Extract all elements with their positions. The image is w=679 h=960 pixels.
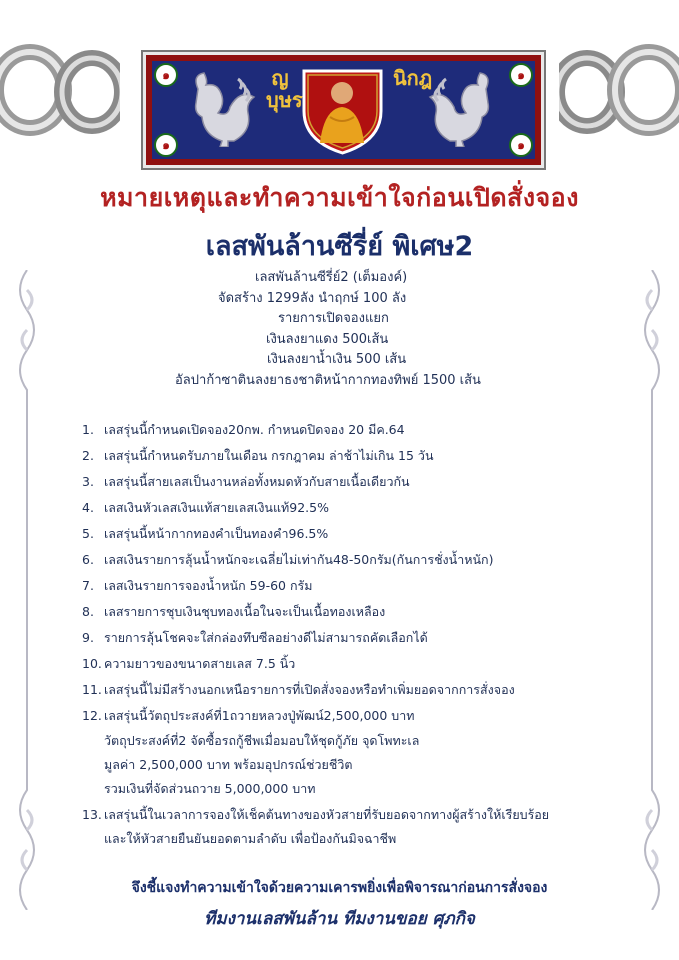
list-item-continuation bbox=[104, 829, 396, 849]
item-text: เลสเงินรายการลุ้นน้ำหนักจะเฉลี่ยไม่เท่ากัน48-50กรัม(กันการชั่งน้ำหนัก) bbox=[104, 552, 494, 567]
list-item bbox=[82, 805, 549, 825]
list-item bbox=[82, 446, 434, 466]
amulet-plate bbox=[143, 52, 544, 168]
list-item bbox=[82, 602, 385, 622]
item-text: รวมเงินที่จัดส่วนถวาย 5,000,000 บาท bbox=[104, 781, 316, 796]
intro-line: อัลปาก้าซาตินลงยาธงชาติหน้ากากทองทิพย์ 1500 เส้น bbox=[175, 372, 481, 388]
ornament-left-decoration bbox=[12, 270, 42, 910]
list-item-continuation bbox=[104, 731, 419, 751]
item-number: 6. bbox=[82, 552, 94, 567]
list-item-continuation bbox=[104, 755, 352, 775]
item-number: 3. bbox=[82, 474, 94, 489]
signature-line: ทีมงานเลสพันล้าน ทีมงานขอย ศุภกิจ bbox=[204, 909, 475, 929]
header-banner bbox=[0, 0, 679, 175]
notice-heading: หมายเหตุและทำความเข้าใจก่อนเปิดสั่งจอง bbox=[100, 183, 579, 212]
item-text: เลสเงินรายการจองน้ำหนัก 59-60 กรัม bbox=[104, 578, 313, 593]
corner-medallion-bottom-left: ๑ bbox=[154, 133, 178, 157]
item-text: และให้หัวสายยืนยันยอดตามลำดับ เพื่อป้องกันมิจฉาชีพ bbox=[104, 831, 397, 846]
series-title: เลสพันล้านซีรี่ย์ พิเศษ2 bbox=[205, 231, 474, 262]
item-text: ความยาวของขนาดสายเลส 7.5 นิ้ว bbox=[104, 656, 296, 671]
item-text: เลสรุ่นนี้วัตถุประสงค์ที่1ถวายหลวงปู่พัฒน์2,500,000 บาท bbox=[104, 708, 415, 723]
list-item bbox=[82, 628, 428, 648]
item-text: เลสรุ่นนี้ในเวลาการจองให้เช็คต้นทางของหัวสายที่รับยอดจากทางผู้สร้างให้เรียบร้อย bbox=[104, 807, 550, 822]
item-number: 9. bbox=[82, 630, 94, 645]
chain-link-right-image bbox=[559, 40, 679, 140]
item-number: 13. bbox=[82, 807, 102, 822]
corner-medallion-bottom-right: ๑ bbox=[509, 133, 533, 157]
banner-right-script: นิกฎ bbox=[393, 66, 433, 90]
item-text: เลสเงินหัวเลสเงินแท้สายเลสเงินแท้92.5% bbox=[104, 500, 329, 515]
item-text: วัตถุประสงค์ที่2 จัดซื้อรถกู้ชีพเมื่อมอบให้ชุดกู้ภัย จุดโพทะเล bbox=[104, 733, 420, 748]
item-text: เลสรุ่นนี้กำหนดรับภายในเดือน กรกฎาคม ล่าช้าไม่เกิน 15 วัน bbox=[104, 448, 434, 463]
list-item bbox=[82, 472, 410, 492]
intro-line: เงินลงยาแดง 500เส้น bbox=[266, 331, 389, 347]
rooster-right-icon bbox=[424, 69, 504, 147]
list-item bbox=[82, 498, 329, 518]
item-number: 8. bbox=[82, 604, 94, 619]
corner-medallion-top-left: ๑ bbox=[154, 63, 178, 87]
intro-line: เงินลงยาน้ำเงิน 500 เส้น bbox=[267, 352, 407, 367]
list-item bbox=[82, 706, 414, 726]
monk-portrait-icon bbox=[300, 65, 385, 155]
item-text: เลสรุ่นนี้สายเลสเป็นงานหล่อทั้งหมดหัวกับสายเนื้อเดียวกัน bbox=[104, 474, 410, 489]
item-text: รายการลุ้นโชคจะใส่กล่องทึบซีลอย่างดีไม่สามารถคัดเลือกได้ bbox=[104, 630, 428, 645]
list-item bbox=[82, 576, 312, 596]
item-number: 4. bbox=[82, 500, 94, 515]
item-number: 10. bbox=[82, 656, 102, 671]
chain-link-left-image bbox=[0, 40, 120, 140]
list-item bbox=[82, 524, 328, 544]
item-text: เลสรายการชุบเงินชุบทองเนื้อในจะเป็นเนื้อทองเหลือง bbox=[104, 604, 386, 619]
list-item bbox=[82, 420, 405, 440]
item-text: เลสรุ่นนี้หน้ากากทองคำเป็นทองคำ96.5% bbox=[104, 526, 329, 541]
item-number: 2. bbox=[82, 448, 94, 463]
item-number: 12. bbox=[82, 708, 102, 723]
corner-medallion-top-right: ๑ bbox=[509, 63, 533, 87]
intro-line: รายการเปิดจองแยก bbox=[278, 311, 389, 326]
ornament-right-decoration bbox=[637, 270, 667, 910]
item-text: เลสรุ่นนี้กำหนดเปิดจอง20กพ. กำหนดปิดจอง 20 มีค.64 bbox=[104, 422, 405, 437]
item-number: 5. bbox=[82, 526, 94, 541]
item-text: เลสรุ่นนี้ไม่มีสร้างนอกเหนือรายการที่เปิดสั่งจองหรือทำเพิ่มยอดจากการสั่งจอง bbox=[104, 682, 515, 697]
intro-block bbox=[175, 268, 575, 391]
rooster-left-icon bbox=[180, 69, 260, 147]
item-number: 7. bbox=[82, 578, 94, 593]
list-item bbox=[82, 654, 295, 674]
intro-line: จัดสร้าง 1299ลัง นำฤกษ์ 100 ลัง bbox=[218, 290, 407, 306]
amulet-plate-inner bbox=[152, 61, 535, 159]
list-item bbox=[82, 550, 493, 570]
closing-statement: จึงชี้แจงทำความเข้าใจด้วยความเคารพยิ่งเพื่อพิจารณาก่อนการสั่งจอง bbox=[131, 880, 548, 896]
list-item-continuation bbox=[104, 779, 315, 799]
item-number: 11. bbox=[82, 682, 102, 697]
intro-line: เลสพันล้านซีรี่ย์2 (เต็มองค์) bbox=[255, 270, 408, 285]
list-item bbox=[82, 680, 515, 700]
item-number: 1. bbox=[82, 422, 94, 437]
item-text: มูลค่า 2,500,000 บาท พร้อมอุปกรณ์ช่วยชีวิต bbox=[104, 757, 353, 772]
banner-left-script: ญบุษร bbox=[266, 66, 303, 112]
